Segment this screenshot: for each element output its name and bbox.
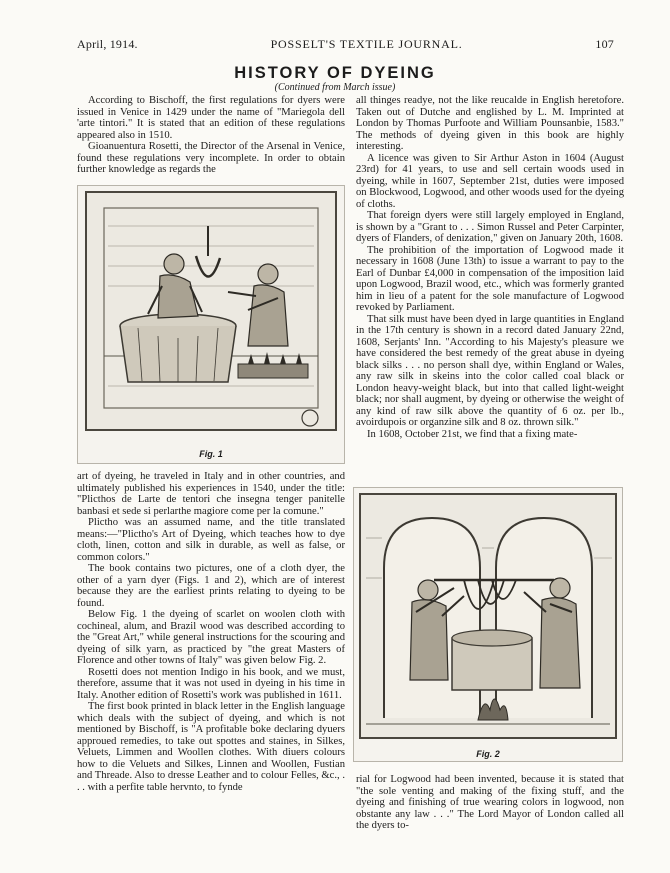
paragraph: art of dyeing, he traveled in Italy and in other countries, and ultimately published his experiences in 1540, under the title: "Plicthos de Larte de tentori che insegna tenger panitelle banbasi et sede si perlarthe magiore come per la comune." [77,471,345,517]
article-title: HISTORY OF DYEING [234,64,436,82]
paragraph: In 1608, October 21st, we find that a fixing mate- [367,428,578,440]
figure-2-caption: Fig. 2 [476,749,500,759]
paragraph: all thinges readye, not the like reucalde in English heretofore. Taken out of Dutche and englished by L. M. Imprinted at London by Thomas Purfoote and William Pounsanbie, 1583." The methods of dyeing given in this book are highly interesting. [356,95,624,152]
paragraph: rial for Logwood had been invented, because it is stated that "the sole venting and making of the fixing stuff, and the dyeing and finishing of true wearing colors in logwood, non obstante any law . . ." The Lord Mayor of London called all the dyers to- [356,774,624,831]
figure-1-caption: Fig. 1 [199,449,223,459]
figure-2-illustration [354,488,622,744]
paragraph: Gioanuentura Rosetti, the Director of the Arsenal in Venice, found these regulations very incomplete. In order to obtain further knowledge as regards the [77,141,345,175]
issue-date: April, 1914. [77,37,138,51]
journal-name: POSSELT'S TEXTILE JOURNAL. [270,37,463,51]
paragraph: The book contains two pictures, one of a cloth dyer, the other of a yarn dyer (Figs. 1 and 2), which are of interest because they are the earliest prints relating to dyeing to be found. [77,563,345,609]
paragraph: That silk must have been dyed in large quantities in England in the 17th century is shown in a record dated January 22nd, 1608, Serjants' Inn. "According to his Majesty's pleasure we have considered the best remedy of the great abuse in dyeing black silks . . . no person shall dye, within England or Wales, any raw silk in skeins into the color called coal black or London heavy-weight black, but into that called light-weight black; nor shall augment, by dyeing or otherwise the weight of any kind of raw silk above the quantity of 6 oz. per lb., avoirdupois or organzine silk and 8 oz. thrown silk." [356,313,624,428]
paragraph: The prohibition of the importation of Logwood made it necessary in 1608 (June 13th) to issue a warrant to pay to the Earl of Dunbar £4,000 in compensation of the imposition laid upon Logwood, Brazil wood, etc., which was formerly granted him in lieu of a patent for the sole manufacture of Logwood revoked by Parliament. [356,244,624,313]
page-number: 107 [595,37,614,51]
paragraph: Plictho was an assumed name, and the title translated means:—"Plictho's Art of Dyeing, which teaches how to dye cloth, linen, cotton and silk in durable, as well as false, or common colors." [77,517,345,563]
article-subtitle: (Continued from March issue) [274,82,396,93]
paragraph: According to Bischoff, the first regulations for dyers were issued in Venice in 1429 under the name of "Mariegola dell 'arte tintori." It is stated that an edition of these regulations appeared also in 1510. [77,95,345,141]
running-header [77,37,614,52]
paragraph: Rosetti does not mention Indigo in his book, and we must, therefore, assume that it was not used in dyeing in his time in Italy. Another edition of Rosetti's work was published in 1611. [77,666,345,701]
figure-1-cloth-dyer [77,185,345,464]
right-column-top [356,95,624,440]
paragraph: Below Fig. 1 the dyeing of scarlet on woolen cloth with cochineal, alum, and Brazil wood was described according to the "Great Art," while general instructions for the scouring and dyeing of silk yarn, as practiced by "the great Masters of Florence and other towns of Italy" was given below Fig. 2. [77,609,345,666]
figure-2-yarn-dyer [353,487,623,762]
figure-1-illustration [78,186,344,444]
left-column-bottom [77,471,345,793]
paragraph: A licence was given to Sir Arthur Aston in 1604 (August 23rd) for 41 years, to use and sell certain woods used in dyeing, while in 1607, September 21st, duties were imposed on Blockwood, Logwood, and other woods used for the dyeing of cloths. [356,152,624,210]
paragraph: The first book printed in black letter in the English language which deals with the subject of dyeing, and which is not mentioned by Bischoff, is "A profitable boke declaring dyuers approued remedies, to take out spottes and staines, in Silkes, Veluets, Limmen and Woollen clothes. With diuers colours how to die Veluets and Silkes, Linnen and Woollen, Fustian and Threade. Also to dresse Leather and to colour Felles, &c., . . . with a perfite table hervnto, to fynde [77,701,345,793]
right-column-bottom [356,774,624,832]
paragraph: That foreign dyers were still largely employed in England, is shown by a "Grant to . . . Simon Russel and Peter Carpinter, dyers of Flanders, of denization," given on January 20th, 1608. [356,210,624,244]
left-column-top [77,95,345,176]
